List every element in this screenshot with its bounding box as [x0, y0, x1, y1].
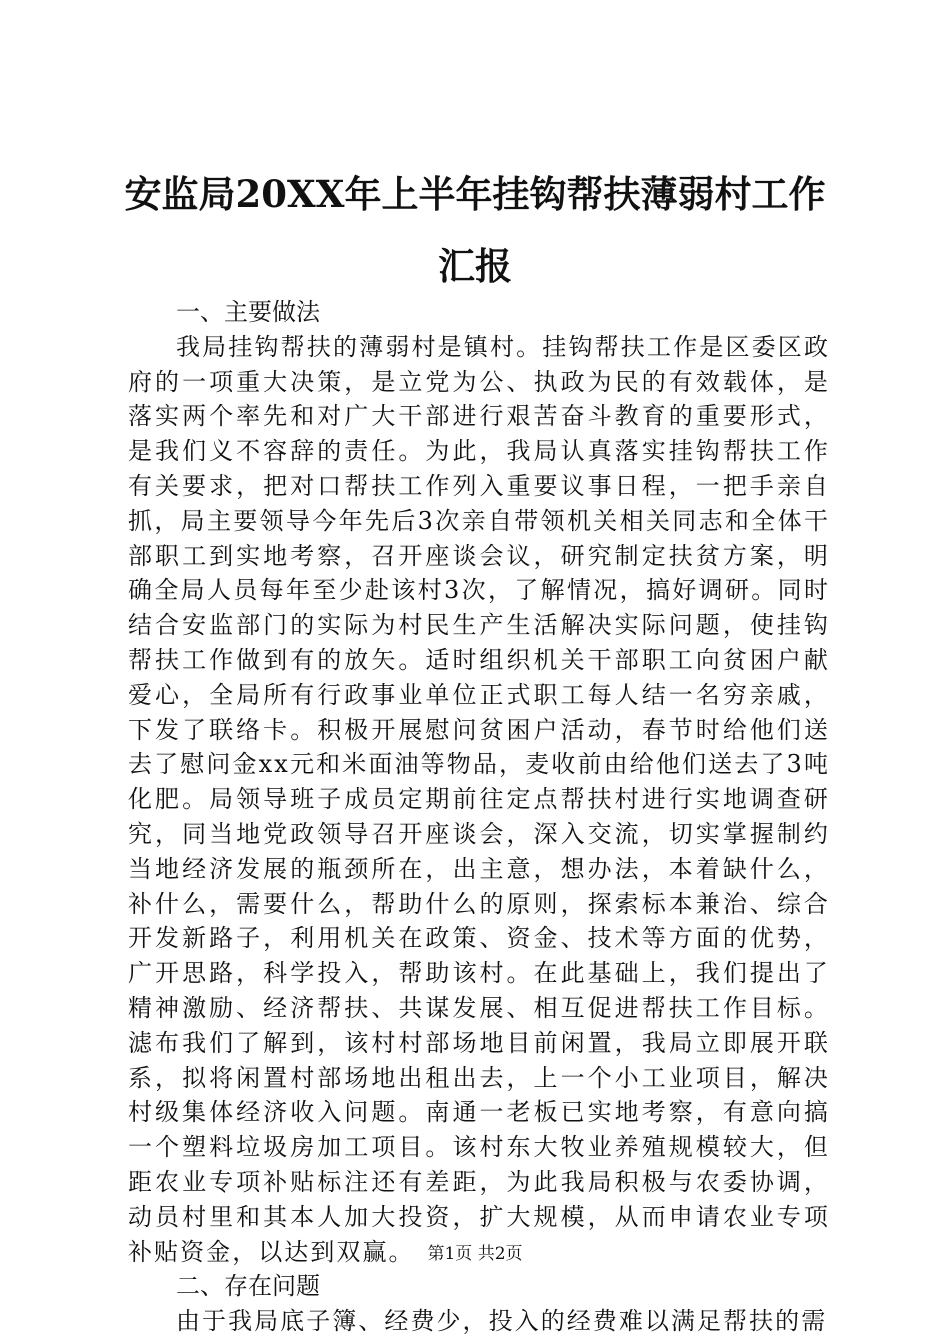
- section-paragraph-existing-problems: 由于我局底子簿、经费少，投入的经费难以满足帮扶的需: [176, 1307, 828, 1336]
- section-heading-main-practices: 一、主要做法: [176, 298, 320, 326]
- section-heading-existing-problems: 二、存在问题: [176, 1272, 320, 1301]
- document-body: [128, 295, 830, 1339]
- page-footer: 第1页 共2页: [427, 1244, 523, 1264]
- section-paragraph-main-practices: 我局挂钩帮扶的薄弱村是镇村。挂钩帮扶工作是区委区政府的一项重大决策，是立党为公、执政为民的有效载体，是落实两个率先和对广大干部进行艰苦奋斗教育的重要形式，是我们义不容辞的责任。为此，我局认真落实挂钩帮扶工作有关要求，把对口帮扶工作列入重要议事日程，一把手亲自抓，局主要领导今年先后3次亲自带领机关相关同志和全体干部职工到实地考察，召开座谈会议，研究制定扶贫方案，明确全局人员每年至少赴该村3次，了解情况，搞好调研。同时结合安监部门的实际为村民生产生活解决实际问题，使挂钩帮扶工作做到有的放矢。适时组织机关干部职工向贫困户献爱心，全局所有行政事业单位正式职工每人结一名穷亲戚，下发了联络卡。积极开展慰问贫困户活动，春节时给他们送去了慰问金xx元和米面油等物品，麦收前由给他们送去了3吨化肥。局领导班子成员定期前往定点帮扶村进行实地调查研究，同当地党政领导召开座谈会，深入交流，切实掌握制约当地经济发展的瓶颈所在，出主意，想办法，本着缺什么，补什么，需要什么，帮助什么的原则，探索标本兼治、综合开发新路子，利用机关在政策、资金、技术等方面的优势，广开思路，科学投入，帮助该村。在此基础上，我们提出了精神激励、经济帮扶、共谋发展、相互促进帮扶工作目标。滤布我们了解到，该村村部场地目前闲置，我局立即展开联系，拟将闲置村部场地出租出去，上一个小工业项目，解决村级集体经济收入问题。南通一老板已实地考察，有意向搞一个塑料垃圾房加工项目。该村东大牧业养殖规模较大，但距农业专项补贴标注还有差距，为此我局积极与农委协调，动员村里和其本人加大投资，扩大规模，从而申请农业专项补贴资金，以达到双赢。: [128, 332, 830, 1266]
- document-title: 安监局20XX年上半年挂钩帮扶薄弱村工作汇报: [124, 172, 826, 288]
